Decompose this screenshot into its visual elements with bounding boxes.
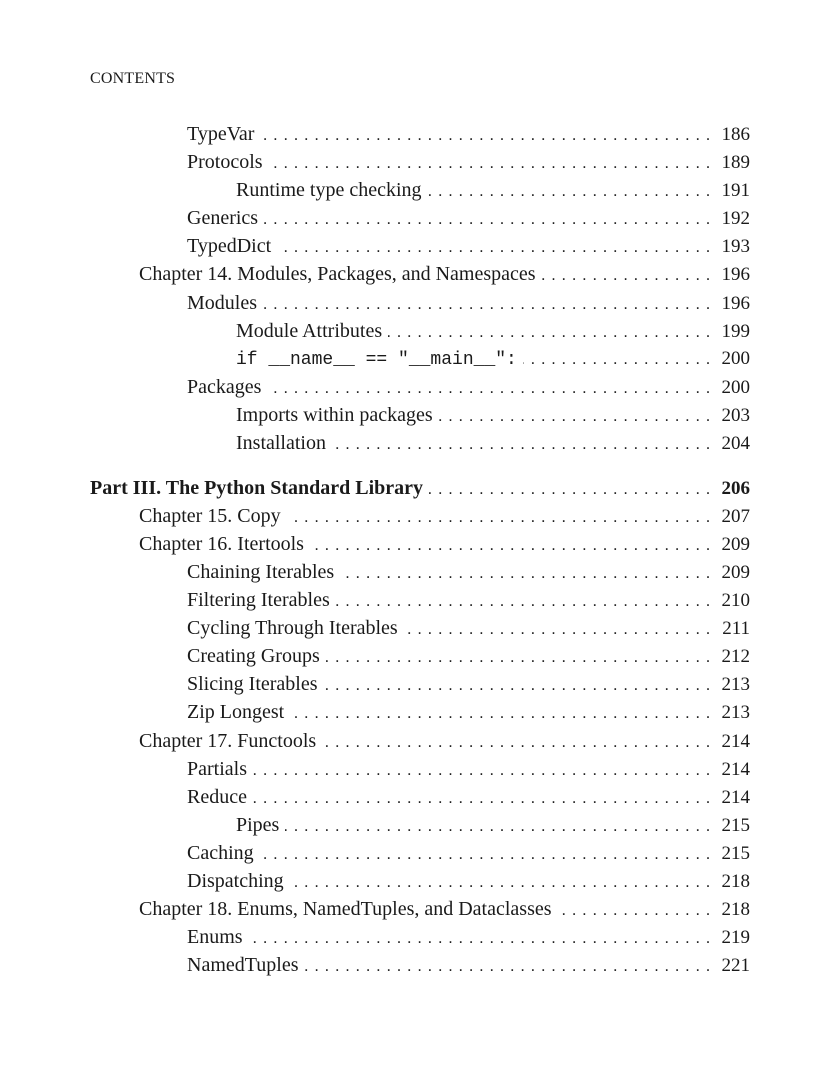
toc-dot-leader xyxy=(336,588,710,616)
toc-dot-leader xyxy=(264,206,710,234)
toc-entry[interactable] xyxy=(90,345,750,373)
toc-page-number: 219 xyxy=(721,927,750,949)
toc-page-number: 206 xyxy=(721,477,750,499)
toc-dot-leader xyxy=(285,813,710,841)
toc-entry-title: NamedTuples xyxy=(187,954,299,977)
toc-entry[interactable] xyxy=(90,727,750,755)
toc-entry[interactable] xyxy=(90,923,750,951)
toc-page-number: 214 xyxy=(721,758,750,780)
toc-dot-leader xyxy=(263,291,710,319)
toc-page-number: 189 xyxy=(721,152,750,174)
toc-dot-leader xyxy=(249,925,710,953)
toc-page-number: 210 xyxy=(721,590,750,612)
toc-page-number: 209 xyxy=(721,533,750,555)
toc-entry[interactable] xyxy=(90,148,750,176)
toc-entry-title: Chapter 17. Functools xyxy=(139,729,317,752)
toc-entry-title: Chaining Iterables xyxy=(187,561,335,583)
toc-dot-leader xyxy=(429,476,710,504)
toc-entry[interactable] xyxy=(90,783,750,811)
toc-entry-title: Dispatching xyxy=(187,870,284,893)
toc-entry[interactable] xyxy=(90,429,750,457)
toc-entry[interactable] xyxy=(90,614,750,642)
toc-page-number: 193 xyxy=(721,236,750,258)
toc-dot-leader xyxy=(324,672,710,700)
toc-entry[interactable] xyxy=(90,670,750,698)
toc-entry[interactable] xyxy=(90,120,750,148)
toc-page-number: 218 xyxy=(721,899,750,921)
toc-page-number: 196 xyxy=(721,264,750,286)
toc-page-number: 200 xyxy=(721,347,750,369)
toc-entry-title: Modules xyxy=(187,291,257,314)
toc-dot-leader xyxy=(340,560,710,588)
toc-part-entry[interactable] xyxy=(90,474,750,502)
toc-entry-title: TypeVar xyxy=(187,123,255,145)
toc-page-number: 218 xyxy=(721,871,750,893)
toc-entry-title: Chapter 18. Enums, NamedTuples, and Dataclasses xyxy=(139,898,552,921)
toc-dot-leader xyxy=(260,841,710,869)
toc-entry-title: Caching xyxy=(187,841,254,864)
toc-entry[interactable] xyxy=(90,755,750,783)
toc-entry[interactable] xyxy=(90,530,750,558)
toc-page-number: 215 xyxy=(721,814,750,836)
toc-page-number: 204 xyxy=(721,433,750,455)
toc-entry[interactable] xyxy=(90,867,750,895)
toc-dot-leader xyxy=(260,122,710,150)
table-of-contents xyxy=(90,120,750,979)
toc-dot-leader xyxy=(388,319,710,347)
toc-entry-title: Cycling Through Iterables xyxy=(187,617,398,640)
toc-dot-leader xyxy=(542,262,710,290)
toc-page-number: 209 xyxy=(721,562,750,583)
toc-entry[interactable] xyxy=(90,558,750,586)
toc-dot-leader xyxy=(290,700,710,728)
toc-entry-title: Generics xyxy=(187,207,259,230)
toc-entry[interactable] xyxy=(90,502,750,530)
toc-entry-title: Packages xyxy=(187,375,262,398)
toc-dot-leader xyxy=(332,431,710,459)
toc-page-number: 199 xyxy=(721,320,750,342)
toc-entry[interactable] xyxy=(90,232,750,260)
toc-dot-leader xyxy=(326,644,710,672)
toc-entry-title: Chapter 15. Copy xyxy=(139,504,281,527)
toc-entry[interactable] xyxy=(90,317,750,345)
toc-entry-title: Chapter 14. Modules, Packages, and Namespaces xyxy=(139,263,536,286)
toc-entry-title: Pipes xyxy=(236,813,280,836)
toc-dot-leader xyxy=(404,616,710,644)
toc-entry-title: Module Attributes xyxy=(236,319,383,342)
toc-dot-leader xyxy=(558,897,710,925)
toc-entry[interactable] xyxy=(90,895,750,923)
toc-dot-leader xyxy=(253,785,710,813)
toc-entry[interactable] xyxy=(90,401,750,429)
toc-dot-leader xyxy=(439,403,710,431)
toc-entry-title: Zip Longest xyxy=(187,701,285,724)
toc-page-number: 221 xyxy=(721,955,750,977)
toc-entry[interactable] xyxy=(90,698,750,726)
toc-dot-leader xyxy=(322,729,710,757)
toc-dot-leader xyxy=(304,953,710,981)
toc-page-number: 213 xyxy=(721,702,750,724)
toc-entry-title: Runtime type checking xyxy=(236,179,422,202)
toc-entry[interactable] xyxy=(90,204,750,232)
toc-page-number: 213 xyxy=(721,674,750,696)
toc-page-number: 200 xyxy=(721,376,750,398)
toc-dot-leader xyxy=(277,234,710,262)
toc-entry[interactable] xyxy=(90,373,750,401)
toc-dot-leader xyxy=(428,178,710,206)
toc-entry-title: TypedDict xyxy=(187,235,272,258)
toc-page-number: 203 xyxy=(721,404,750,426)
toc-entry[interactable] xyxy=(90,811,750,839)
toc-page-number: 186 xyxy=(721,124,750,145)
toc-dot-leader xyxy=(267,375,710,403)
toc-dot-leader xyxy=(253,757,710,785)
toc-entry-title: Reduce xyxy=(187,785,247,808)
toc-entry-title: Imports within packages xyxy=(236,403,433,426)
toc-entry[interactable] xyxy=(90,586,750,614)
toc-entry-title: Chapter 16. Itertools xyxy=(139,532,304,555)
toc-page-number: 212 xyxy=(721,646,750,668)
toc-page-number: 214 xyxy=(721,786,750,808)
toc-dot-leader xyxy=(310,532,710,560)
toc-entry[interactable] xyxy=(90,642,750,670)
toc-page-number: 192 xyxy=(721,208,750,230)
toc-entry[interactable] xyxy=(90,289,750,317)
toc-entry[interactable] xyxy=(90,260,750,288)
toc-dot-leader xyxy=(523,346,710,374)
toc-page-number: 207 xyxy=(721,505,750,527)
toc-page-number: 214 xyxy=(721,730,750,752)
toc-entry-title: Enums xyxy=(187,926,243,949)
toc-entry-title: Partials xyxy=(187,757,247,780)
toc-entry-title: if __name__ == "__main__": xyxy=(236,349,517,370)
toc-page-number: 196 xyxy=(721,292,750,314)
toc-entry-title: Protocols xyxy=(187,151,263,174)
toc-entry[interactable] xyxy=(90,176,750,204)
toc-entry[interactable] xyxy=(90,951,750,979)
running-header: CONTENTS xyxy=(90,70,176,87)
toc-dot-leader xyxy=(287,504,710,532)
toc-entry-title: Creating Groups xyxy=(187,645,320,668)
toc-page-number: 191 xyxy=(721,180,750,202)
toc-entry-title: Part III. The Python Standard Library xyxy=(90,476,424,499)
toc-dot-leader xyxy=(290,869,710,897)
toc-page-number: 215 xyxy=(721,842,750,864)
toc-dot-leader xyxy=(269,150,710,178)
toc-entry-title: Slicing Iterables xyxy=(187,673,318,696)
toc-entry[interactable] xyxy=(90,839,750,867)
toc-entry-title: Installation xyxy=(236,432,326,455)
toc-page-number: 211 xyxy=(722,618,750,640)
toc-entry-title: Filtering Iterables xyxy=(187,589,330,612)
